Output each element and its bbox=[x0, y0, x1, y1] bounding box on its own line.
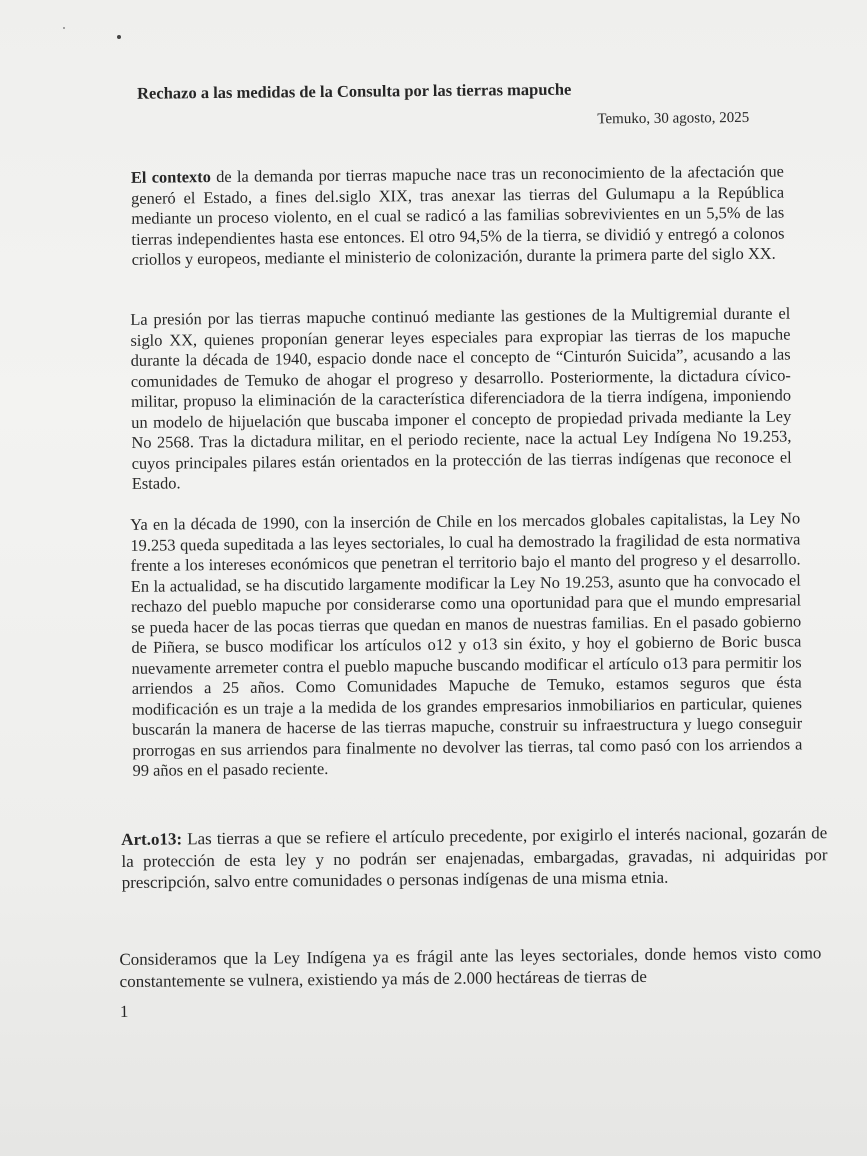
paragraph-land-pressure: La presión por las tierras mapuche continuó mediante las gestiones de la Multigremial durante el siglo XX, quienes proponían generar leyes especiales para expropiar las tierras de los mapuche durante la década de 1940, espacio donde nace el concepto de “Cinturón Suicida”, acusando a las comunidades de Temuko de ahogar el progreso y desarrollo. Posteriormente, la dictadura cívico-militar, propuso la eliminación de la característica diferenciadora de la tierra indígena, imponiendo un modelo de hijuelación que buscaba imponer el concepto de propiedad privada mediante la Ley No 2568. Tras la dictadura militar, en el periodo reciente, nace la actual Ley Indígena No 19.253, cuyos principales pilares están orientados en la protección de las tierras indígenas que reconoce el Estado. bbox=[130, 303, 792, 494]
dateline: Temuko, 30 agosto, 2025 bbox=[597, 109, 750, 128]
paragraph-text: de la demanda por tierras mapuche nace tras un reconocimiento de la afectación que generó el Estado, a fines del.siglo XIX, tras anexar las tierras del Gulumapu a la República mediante un proceso violento, en el cual se radicó a las familias sobrevivientes en un 5,5% de las tierras independientes hasta ese entonces. El otro 94,5% de la tierra, se dividió y entregó a colonos criollos y europeos, mediante el ministerio de colonización, durante la primera parte del siglo XX. bbox=[131, 161, 785, 270]
paragraph-lead: El contexto bbox=[130, 167, 211, 188]
paragraph-context bbox=[131, 162, 785, 271]
document-title: Rechazo a las medidas de la Consulta por las tierras mapuche bbox=[136, 79, 572, 103]
paper-speck bbox=[117, 35, 121, 39]
paragraph-law-modification: Ya en la década de 1990, con la inserción de Chile en los mercados globales capitalistas, la Ley No 19.253 queda supeditada a las leyes sectoriales, lo cual ha demostrado la fragilidad de esta normativa frente a los intereses económicos que penetran el territorio bajo el manto del progreso y el desarrollo. En la actualidad, se ha discutido largamente modificar la Ley No 19.253, asunto que ha convocado el rechazo del pueblo mapuche por considerarse como una oportunidad para que el mundo empresarial se pueda hacer de las pocas tierras que quedan en manos de nuestras familias. En el pasado gobierno de Piñera, se busco modificar los artículos o12 y o13 sin éxito, y hoy el gobierno de Boric busca nuevamente arremeter contra el pueblo mapuche buscando modificar el artículo o13 para permitir los arriendos a 25 años. Como Comunidades Mapuche de Temuko, estamos seguros que ésta modificación es un traje a la medida de los grandes empresarios inmobiliarios en particular, quienes buscarán la manera de hacerse de las tierras mapuche, construir su infraestructura y luego conseguir prorrogas en sus arriendos para finalmente no devolver las tierras, tal como pasó con los arriendos a 99 años en el pasado reciente. bbox=[130, 508, 803, 781]
article-label: Art.o13: bbox=[121, 829, 183, 849]
page-number: 1 bbox=[119, 1001, 129, 1021]
paragraph-article-13 bbox=[121, 822, 828, 893]
article-text: Las tierras a que se refiere el artículo precedente, por exigirlo el interés nacional, gozarán de la protección de esta ley y no podrán ser enajenadas, embargadas, gravadas, ni adquiridas por prescripción, salvo entre comunidades o personas indígenas de una misma etnia. bbox=[121, 823, 828, 892]
paragraph-conclusion: Consideramos que la Ley Indígena ya es frágil ante las leyes sectoriales, donde hemos visto como constantemente se vulnera, existiendo ya más de 2.000 hectáreas de tierras de bbox=[119, 943, 822, 991]
document-body bbox=[115, 77, 828, 1021]
paper-speck bbox=[63, 27, 65, 29]
